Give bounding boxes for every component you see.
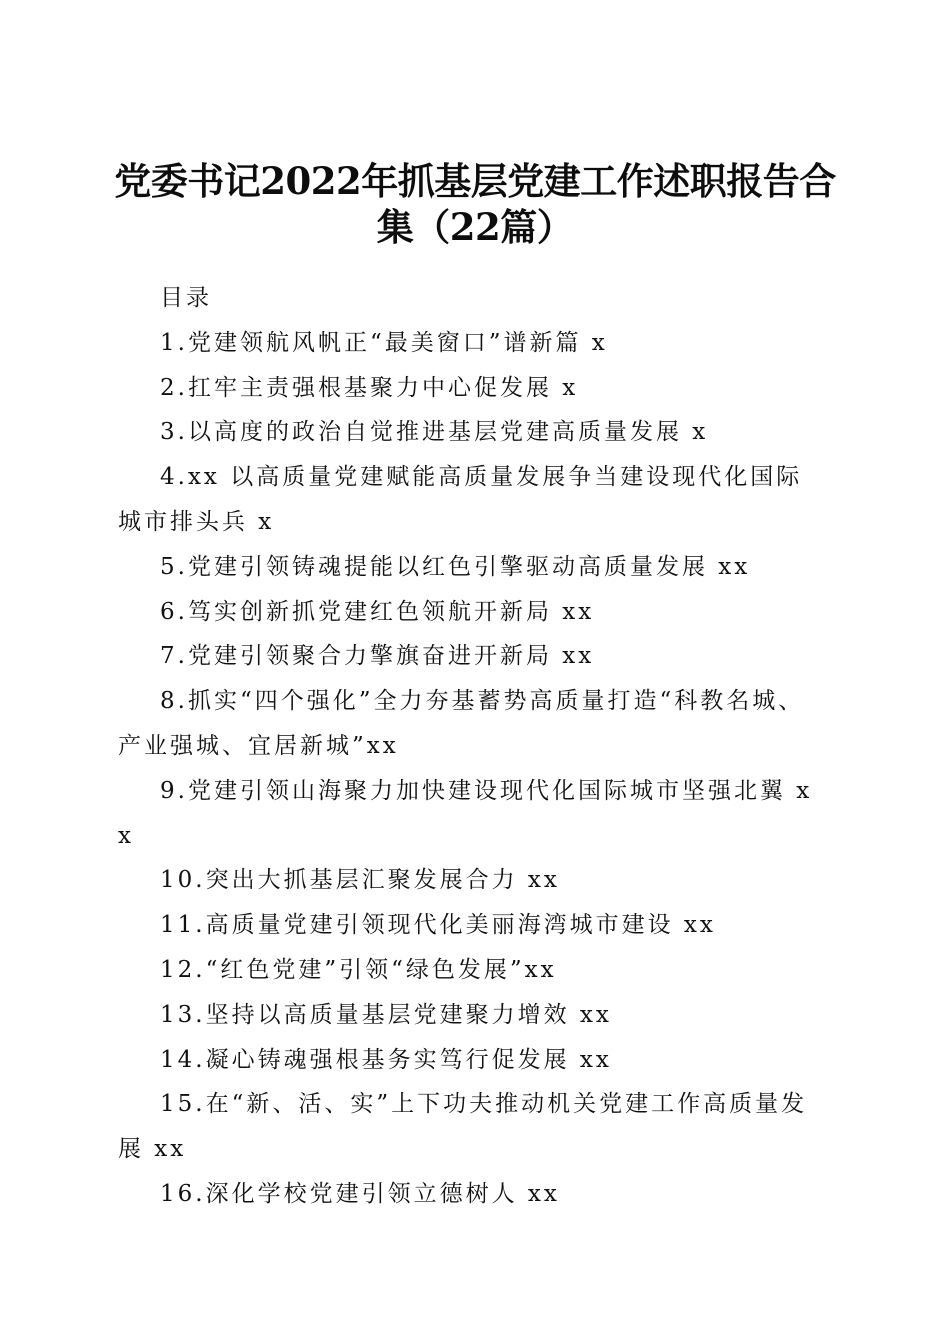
toc-item: 16.深化学校党建引领立德树人 xx <box>160 1180 560 1207</box>
document-title-line-2: 集（22篇） <box>376 204 574 249</box>
toc-item: 4.xx 以高质量党建赋能高质量发展争当建设现代化国际城市排头兵 x <box>118 464 803 535</box>
toc-item: 14.凝心铸魂强根基务实笃行促发展 xx <box>160 1046 612 1073</box>
document-title-line-1: 党委书记2022年抓基层党建工作述职报告合 <box>114 158 836 203</box>
toc-item: 15.在“新、活、实”上下功夫推动机关党建工作高质量发展 xx <box>118 1091 808 1163</box>
table-of-contents <box>118 276 826 1217</box>
toc-item: 7.党建引领聚合力擎旗奋进开新局 xx <box>160 643 595 670</box>
toc-item: 5.党建引领铸魂提能以红色引擎驱动高质量发展 xx <box>160 553 751 580</box>
toc-item: 8.抓实“四个强化”全力夯基蓄势高质量打造“科教名城、产业强城、宜居新城”xx <box>118 688 805 759</box>
toc-item: 2.扛牢主责强根基聚力中心促发展 x <box>160 374 579 401</box>
toc-item: 3.以高度的政治自觉推进基层党建高质量发展 x <box>160 419 709 446</box>
toc-item: 13.坚持以高质量基层党建聚力增效 xx <box>160 1001 612 1028</box>
toc-item: 12.“红色党建”引领“绿色发展”xx <box>160 956 557 983</box>
toc-item: 11.高质量党建引领现代化美丽海湾城市建设 xx <box>160 912 716 939</box>
toc-item: 1.党建领航风帆正“最美窗口”谱新篇 x <box>160 329 608 356</box>
document-title <box>110 158 840 250</box>
toc-item: 9.党建引领山海聚力加快建设现代化国际城市坚强北翼 xx <box>118 777 813 849</box>
toc-item: 6.笃实创新抓党建红色领航开新局 xx <box>160 598 595 625</box>
toc-item: 10.突出大抓基层汇聚发展合力 xx <box>160 867 560 894</box>
toc-heading: 目录 <box>160 285 212 311</box>
